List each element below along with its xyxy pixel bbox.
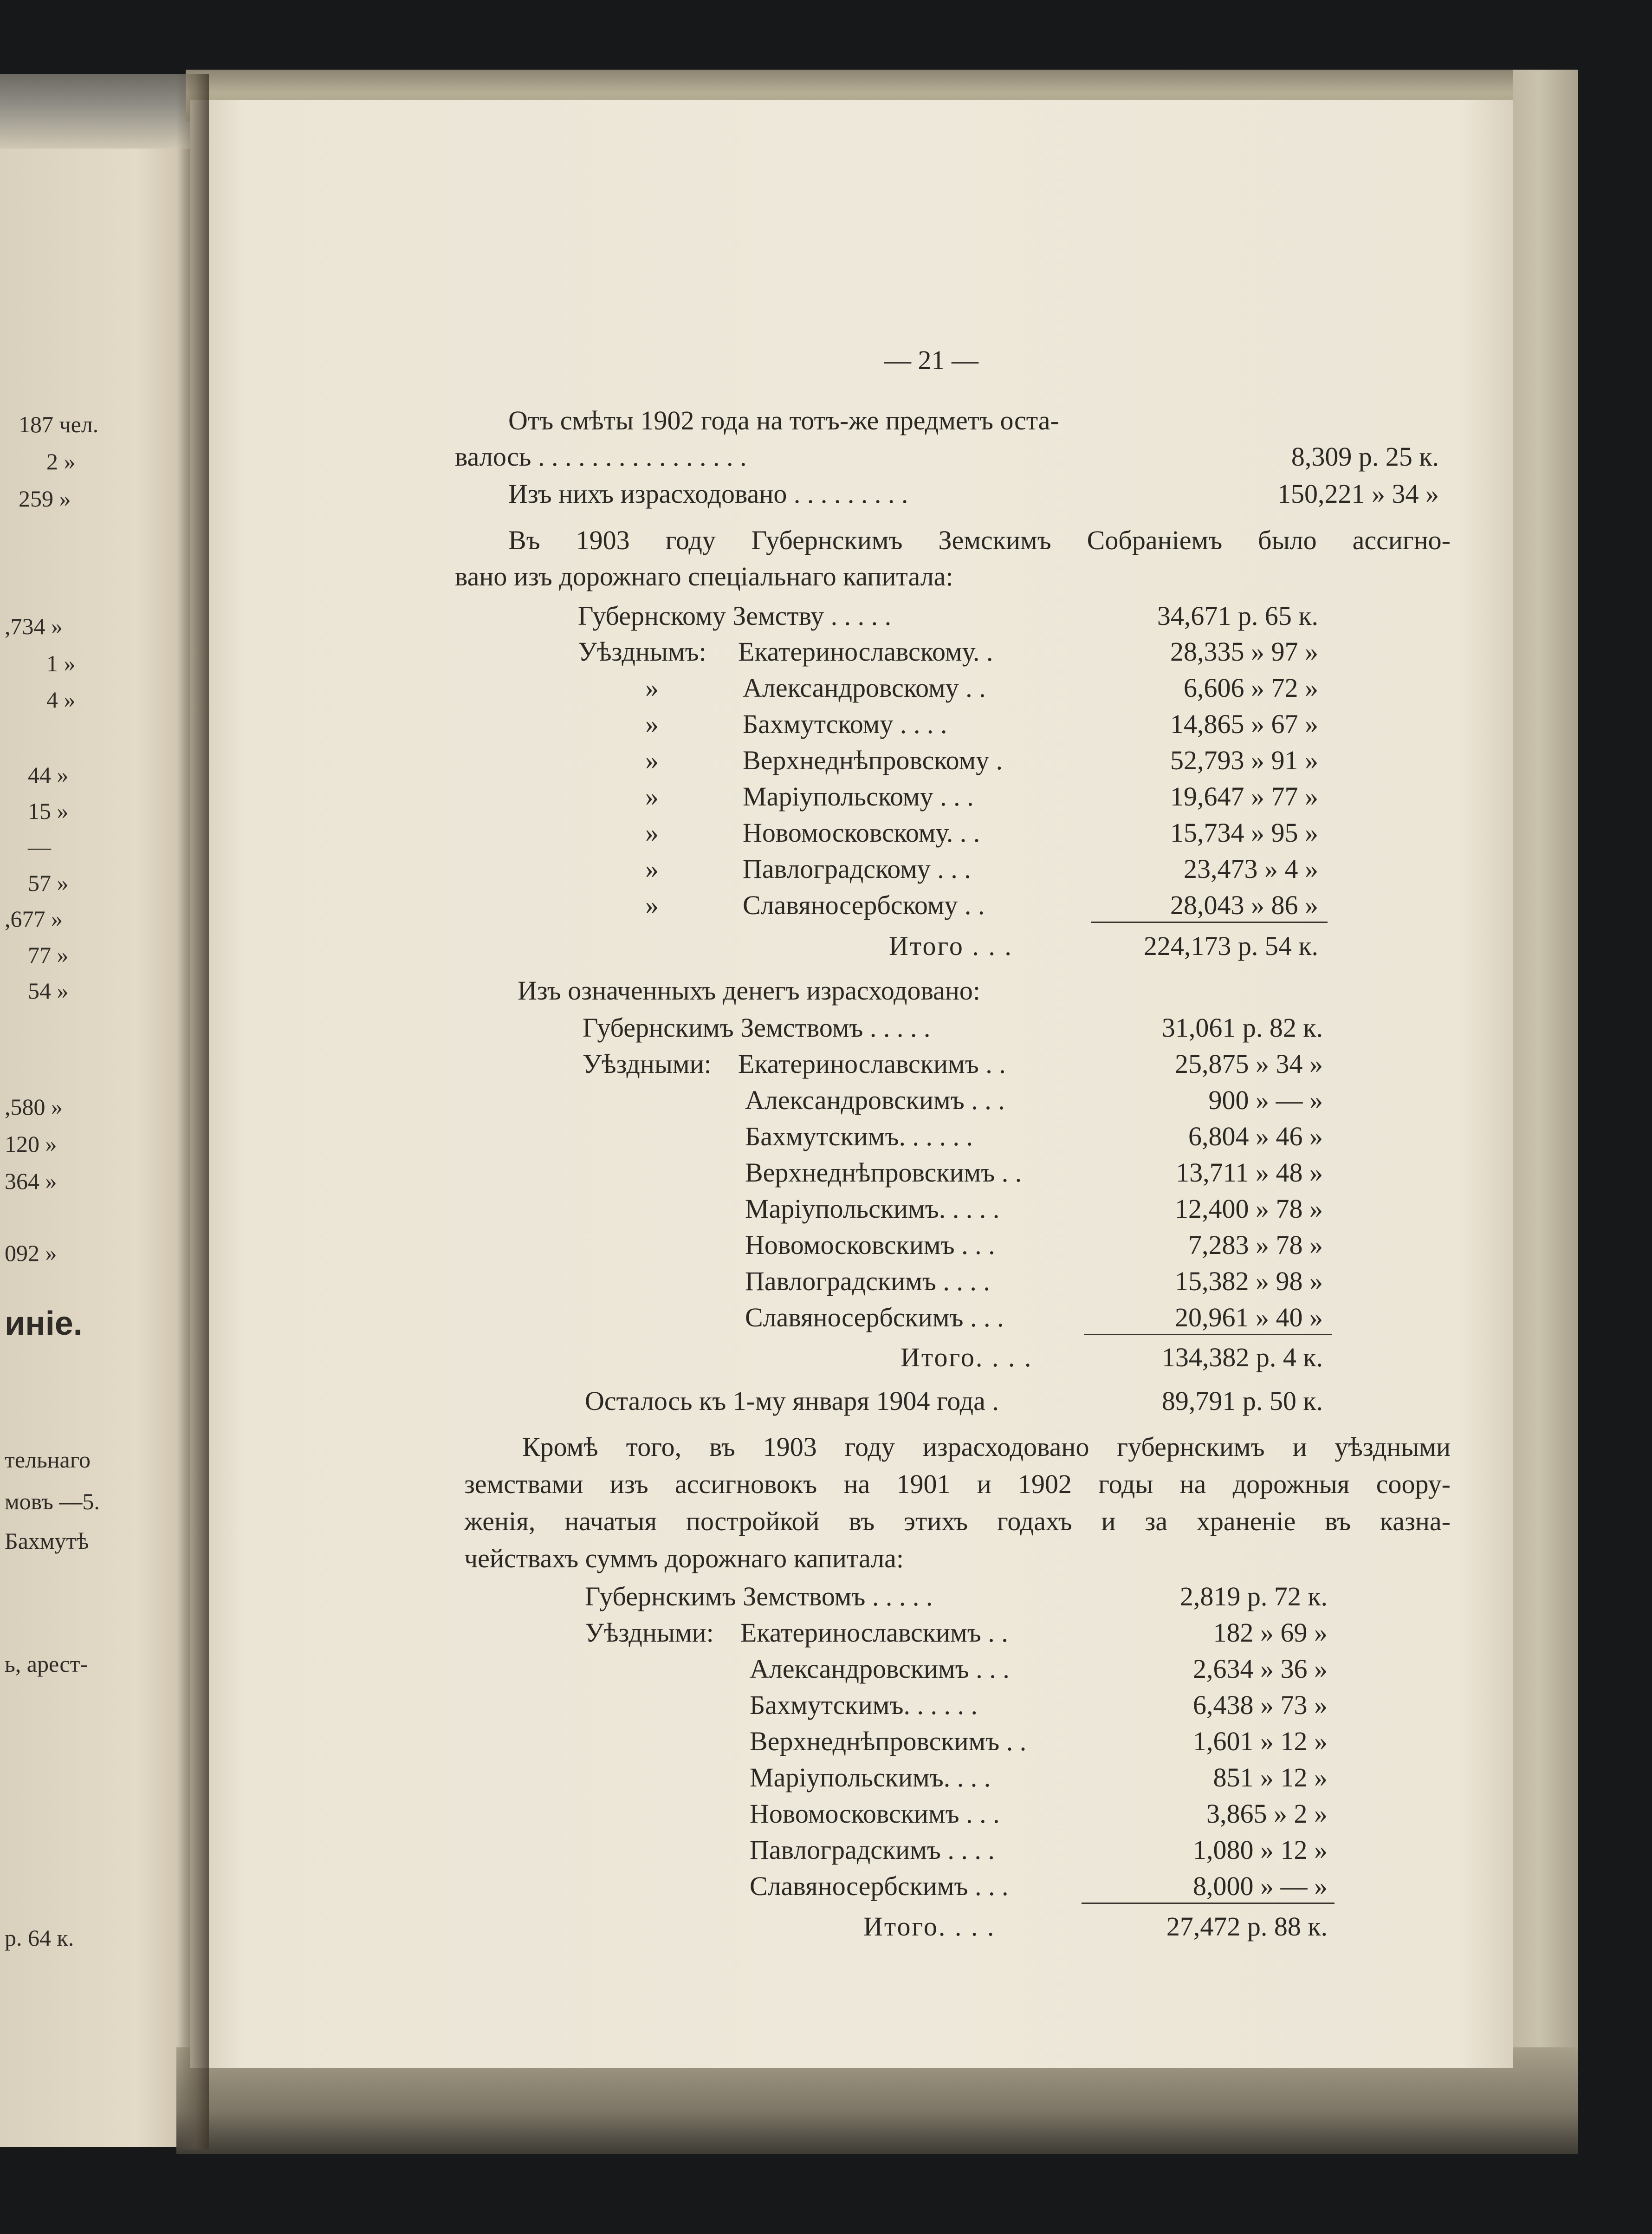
left-line: 57 » <box>28 870 69 896</box>
table-row-name: Маріупольскимъ. . . . <box>750 1762 991 1792</box>
table-row-value: 851 » 12 » <box>1213 1762 1328 1792</box>
left-line: 364 » <box>5 1168 57 1194</box>
paragraph-line: земствами изъ ассигновокъ на 1901 и 1902 годы на дорожныя соору- <box>464 1469 1451 1499</box>
table-row-label: » <box>645 745 659 775</box>
paragraph-line: женія, начатыя постройкой въ этихъ годахъ и за храненіе въ казна- <box>464 1506 1451 1536</box>
table-row-name: Маріупольскому . . . <box>743 781 974 812</box>
table-row-label: Уѣздными: <box>583 1049 712 1079</box>
table-row-value: 52,793 » 91 » <box>1170 745 1318 775</box>
table-row-name: Александровскимъ . . . <box>750 1654 1010 1684</box>
total-value: 224,173 р. 54 к. <box>1143 931 1318 961</box>
table-row-value: 12,400 » 78 » <box>1175 1194 1323 1224</box>
intro-value: 150,221 » 34 » <box>1277 479 1439 509</box>
table-row-value: 6,438 » 73 » <box>1193 1690 1328 1720</box>
table-row-name: Бахмутскимъ. . . . . . <box>750 1690 978 1720</box>
remainder-label: Осталось къ 1-му января 1904 года . <box>585 1386 999 1416</box>
remainder-value: 89,791 р. 50 к. <box>1161 1386 1323 1416</box>
table-row-value: 25,875 » 34 » <box>1175 1049 1323 1079</box>
left-page-top-edge <box>0 74 195 149</box>
left-line: ,677 » <box>5 906 63 932</box>
table-row-name: Новомосковскому. . . <box>743 818 980 848</box>
table-row-name: Александровскимъ . . . <box>745 1085 1005 1115</box>
table-row-name: Славяносербскому . . <box>743 890 985 920</box>
table-row-label: Уѣздными: <box>585 1617 714 1648</box>
paragraph-line: чействахъ суммъ дорожнаго капитала: <box>464 1543 904 1573</box>
left-line: 77 » <box>28 942 69 968</box>
left-line: 1 » <box>46 650 76 676</box>
table-row-name: Верхнеднѣпровскому . <box>743 745 1003 775</box>
left-line: 120 » <box>5 1131 57 1157</box>
table-row-name: Славяносербскимъ . . . <box>750 1871 1009 1901</box>
table-row-value: 23,473 » 4 » <box>1184 854 1318 884</box>
table-row-label: Губернскимъ Земствомъ . . . . . <box>583 1013 931 1043</box>
table-row-value: 1,080 » 12 » <box>1193 1835 1328 1865</box>
left-line: 54 » <box>28 978 69 1004</box>
table-row-value: 7,283 » 78 » <box>1188 1230 1323 1260</box>
intro-label: валось . . . . . . . . . . . . . . . . <box>455 442 747 472</box>
table-row-name: Павлоградскимъ . . . . <box>750 1835 995 1865</box>
total-label: Итого . . . <box>889 931 1013 961</box>
table-row-name: Верхнеднѣпровскимъ . . <box>750 1726 1027 1756</box>
table-row-value: 28,335 » 97 » <box>1170 636 1318 667</box>
book-spine <box>176 74 209 2150</box>
table-row-name: Екатеринославскимъ . . <box>738 1049 1006 1079</box>
table-row-value: 2,634 » 36 » <box>1193 1654 1328 1684</box>
table-row-value: 14,865 » 67 » <box>1170 709 1318 739</box>
table-row-name: Екатеринославскому. . <box>738 636 993 667</box>
table-row-name: Павлоградскимъ . . . . <box>745 1266 990 1296</box>
total-value: 134,382 р. 4 к. <box>1161 1342 1323 1372</box>
table-row-label: Губернскимъ Земствомъ . . . . . <box>585 1581 933 1611</box>
table-row-value: 31,061 р. 82 к. <box>1161 1013 1323 1043</box>
table-row-label: » <box>645 673 659 703</box>
table-row-name: Верхнеднѣпровскимъ . . <box>745 1157 1022 1188</box>
table-row-name: Екатеринославскимъ . . <box>740 1617 1008 1648</box>
left-line: Бахмутѣ <box>5 1528 89 1554</box>
left-line: 15 » <box>28 798 69 824</box>
table-row-value: 15,382 » 98 » <box>1175 1266 1323 1296</box>
left-line: 092 » <box>5 1240 57 1266</box>
left-line: 187 чел. <box>19 411 99 437</box>
total-rule <box>1084 1334 1332 1335</box>
paragraph-line: вано изъ дорожнаго спеціальнаго капитала: <box>455 561 953 591</box>
table-row-value: 3,865 » 2 » <box>1206 1799 1328 1829</box>
intro-label: Изъ нихъ израсходовано . . . . . . . . . <box>508 479 908 509</box>
table-row-name: Павлоградскому . . . <box>743 854 971 884</box>
table-row-value: 34,671 р. 65 к. <box>1157 601 1318 631</box>
table-row-value: 20,961 » 40 » <box>1175 1302 1323 1332</box>
total-label: Итого. . . . <box>901 1342 1033 1372</box>
intro-value: 8,309 р. 25 к. <box>1291 442 1439 472</box>
table-row-label: » <box>645 890 659 920</box>
paragraph-line: Въ 1903 году Губернскимъ Земскимъ Собраніемъ было ассигно- <box>508 525 1451 555</box>
table-row-label: Уѣзднымъ: <box>578 636 706 667</box>
left-line: ,734 » <box>5 613 63 639</box>
left-line: 259 » <box>19 486 71 512</box>
left-line: 44 » <box>28 762 69 788</box>
table-row-value: 2,819 р. 72 к. <box>1179 1581 1328 1611</box>
table-row-name: Маріупольскимъ. . . . . <box>745 1194 1000 1224</box>
table-row-label: » <box>645 709 659 739</box>
paragraph-line: Кромѣ того, въ 1903 году израсходовано губернскимъ и уѣздными <box>522 1432 1451 1462</box>
table-row-label: » <box>645 818 659 848</box>
left-line: 4 » <box>46 687 76 713</box>
table-row-value: 6,804 » 46 » <box>1188 1121 1323 1151</box>
table-row-value: 13,711 » 48 » <box>1176 1157 1323 1188</box>
left-line: р. 64 к. <box>5 1925 74 1951</box>
table-row-label: » <box>645 781 659 812</box>
total-rule <box>1091 922 1328 923</box>
table-row-name: Бахмутскимъ. . . . . . <box>745 1121 973 1151</box>
table-row-value: 900 » — » <box>1208 1085 1323 1115</box>
page-number: — 21 — <box>884 345 978 375</box>
left-line: тельнаго <box>5 1447 91 1473</box>
table-row-value: 19,647 » 77 » <box>1170 781 1318 812</box>
cover-right-edge <box>1513 70 1578 2080</box>
left-line: ,580 » <box>5 1094 63 1120</box>
table-row-name: Новомосковскимъ . . . <box>745 1230 995 1260</box>
table-row-label: » <box>645 854 659 884</box>
total-label: Итого. . . . <box>863 1911 996 1942</box>
table-row-value: 28,043 » 86 » <box>1170 890 1318 920</box>
left-line: — <box>28 834 51 860</box>
paragraph-line: Изъ означенныхъ денегъ израсходовано: <box>518 975 981 1006</box>
table-row-value: 182 » 69 » <box>1213 1617 1328 1648</box>
table-row-value: 6,606 » 72 » <box>1184 673 1318 703</box>
table-row-value: 8,000 » — » <box>1193 1871 1328 1901</box>
left-heading-fragment: иніе. <box>5 1305 83 1342</box>
table-row-name: Славяносербскимъ . . . <box>745 1302 1004 1332</box>
table-row-value: 15,734 » 95 » <box>1170 818 1318 848</box>
table-row-label: Губернскому Земству . . . . . <box>578 601 892 631</box>
intro-line: Отъ смѣты 1902 года на тотъ-же предметъ оста- <box>508 405 1059 435</box>
table-row-name: Новомосковскимъ . . . <box>750 1799 1000 1829</box>
left-line: 2 » <box>46 448 76 474</box>
left-line: ь, арест- <box>5 1651 88 1677</box>
total-rule <box>1082 1903 1335 1904</box>
table-row-name: Александровскому . . <box>743 673 986 703</box>
total-value: 27,472 р. 88 к. <box>1166 1911 1328 1942</box>
table-row-name: Бахмутскому . . . . <box>743 709 947 739</box>
table-row-value: 1,601 » 12 » <box>1193 1726 1328 1756</box>
left-line: мовъ —5. <box>5 1488 100 1514</box>
